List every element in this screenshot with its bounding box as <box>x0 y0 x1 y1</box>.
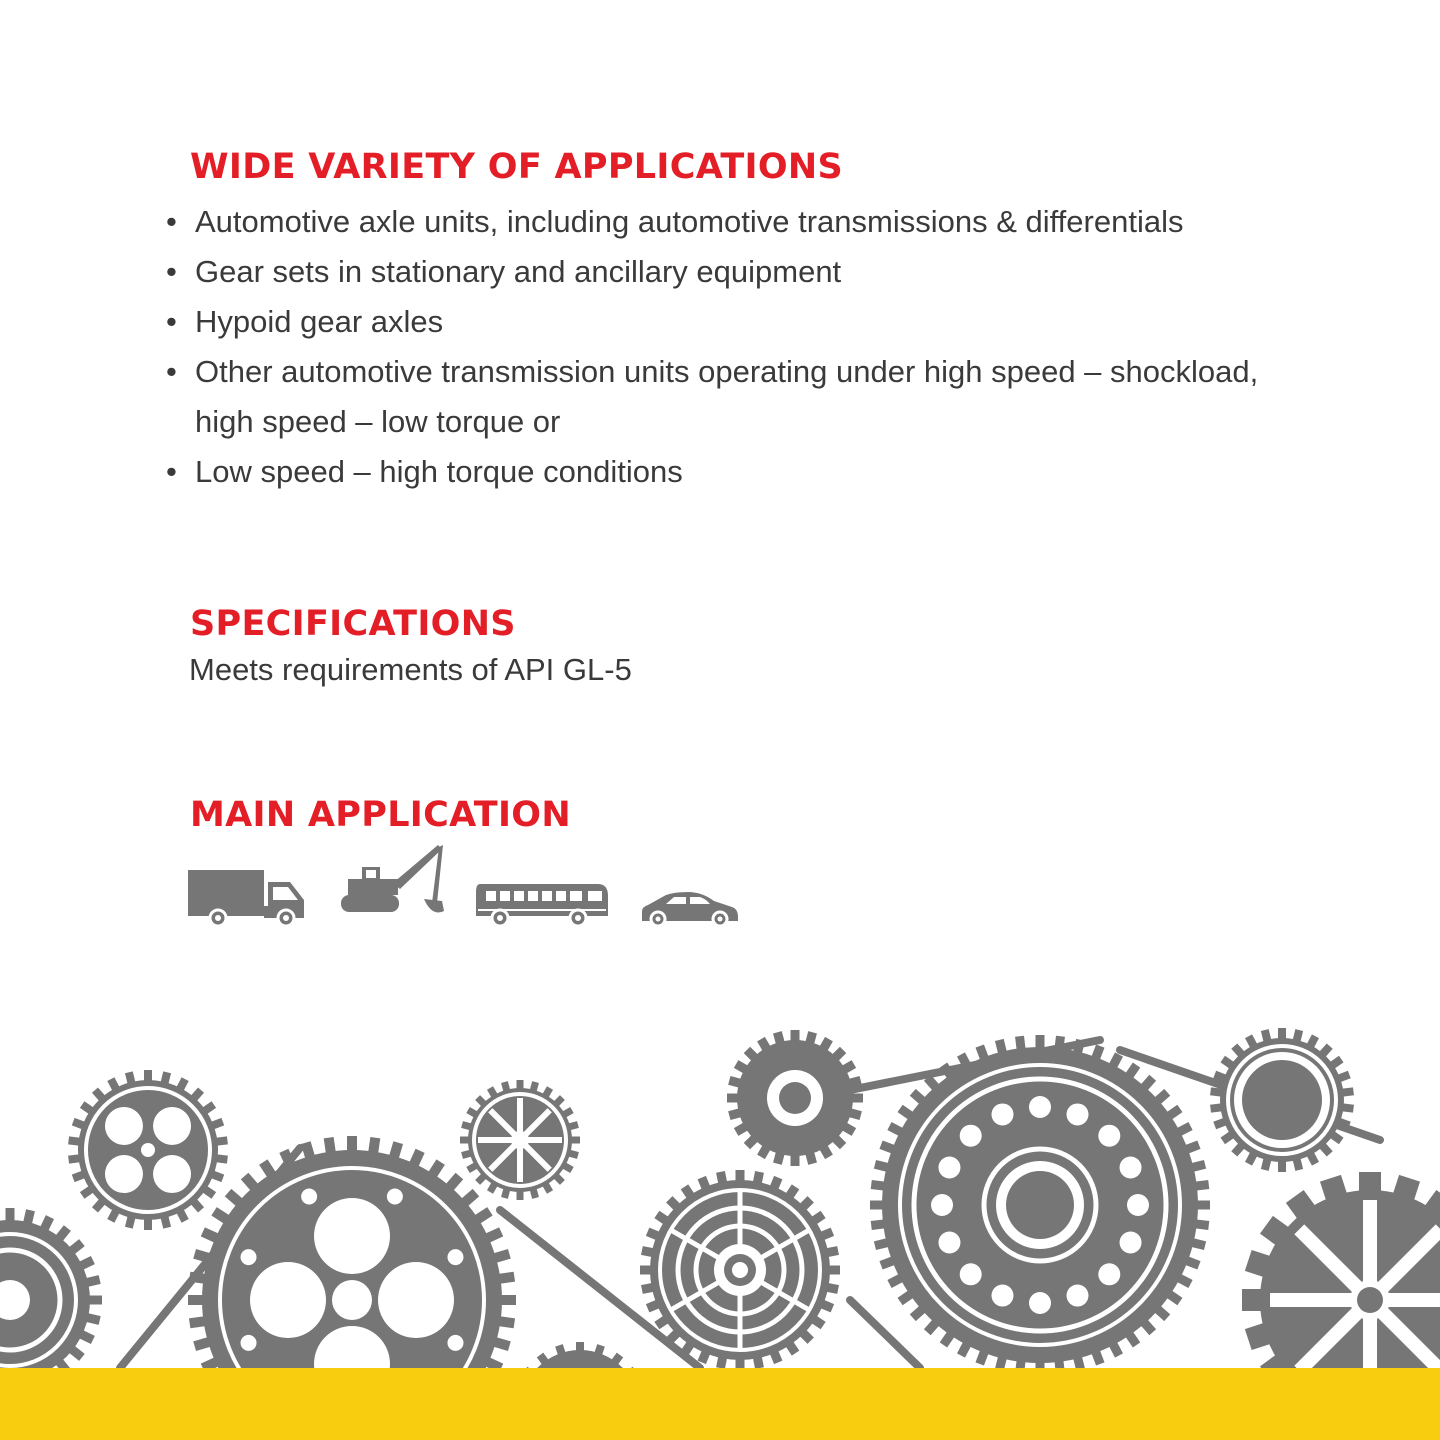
applications-list <box>166 197 1258 497</box>
gear <box>68 1070 228 1230</box>
gear-machinery-illustration <box>0 1020 1440 1370</box>
truck-icon <box>188 866 308 928</box>
gear <box>727 1030 863 1166</box>
bus-icon <box>474 882 610 928</box>
gear <box>1242 1172 1440 1370</box>
gear <box>870 1035 1210 1370</box>
list-item <box>166 347 1258 447</box>
list-item: • Automotive axle units, including automotive transmissions & differentials <box>166 197 1258 247</box>
gear <box>1210 1028 1354 1172</box>
gear <box>512 1342 648 1370</box>
specifications-text: Meets requirements of API GL-5 <box>189 652 632 687</box>
list-item-line: high speed – low torque or <box>195 404 561 439</box>
main-application-heading: MAIN APPLICATION <box>190 795 571 835</box>
car-icon <box>638 891 740 929</box>
list-item: • Gear sets in stationary and ancillary equipment <box>166 247 1258 297</box>
gear <box>640 1170 840 1370</box>
specifications-heading: SPECIFICATIONS <box>190 604 516 644</box>
excavator-icon <box>338 843 450 915</box>
gear <box>0 1208 102 1370</box>
applications-heading: WIDE VARIETY OF APPLICATIONS <box>190 147 844 187</box>
list-item: • Low speed – high torque conditions <box>166 447 1258 497</box>
list-item: • Hypoid gear axles <box>166 297 1258 347</box>
list-item-line: Other automotive transmission units operating under high speed – shockload, <box>195 354 1259 389</box>
gear <box>188 1136 516 1370</box>
footer-yellow-band <box>0 1368 1440 1440</box>
gear <box>460 1080 580 1200</box>
